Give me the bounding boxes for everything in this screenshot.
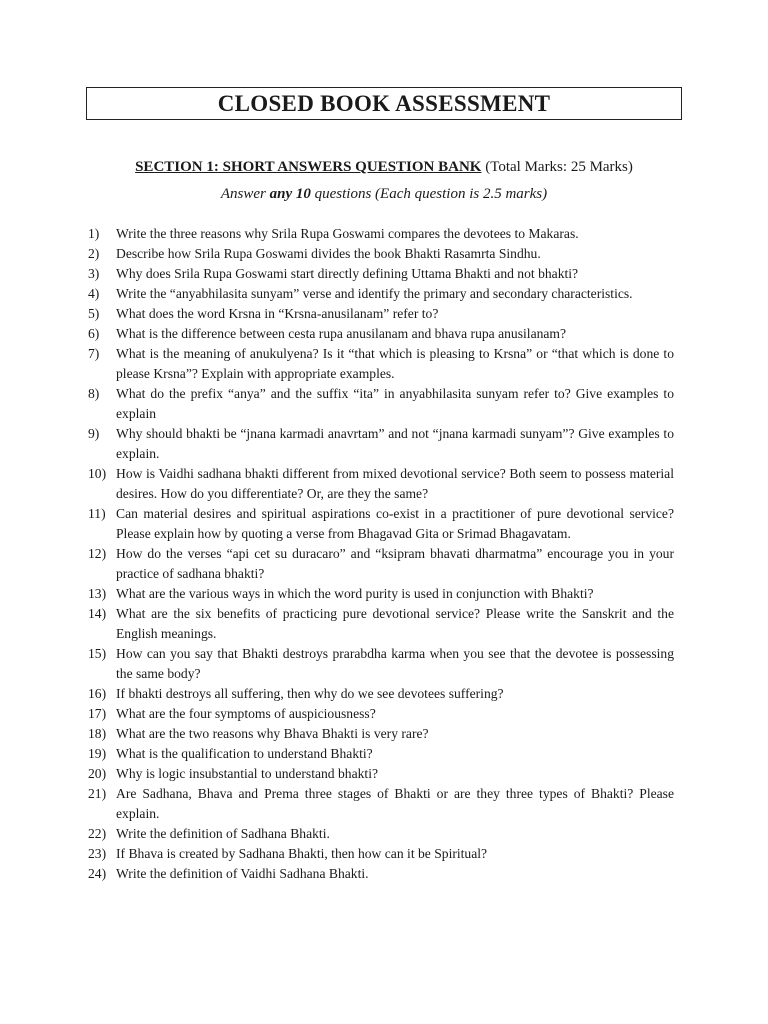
question-item bbox=[88, 344, 674, 384]
instruction-pre: Answer bbox=[220, 186, 266, 202]
question-item bbox=[88, 844, 674, 864]
section-name: SECTION 1: SHORT ANSWERS QUESTION BANK bbox=[135, 159, 482, 175]
question-item bbox=[88, 304, 674, 324]
section-marks: (Total Marks: 25 Marks) bbox=[485, 159, 633, 175]
question-item bbox=[88, 604, 674, 644]
question-number: 18) bbox=[88, 726, 107, 741]
question-number: 1) bbox=[88, 226, 100, 241]
question-number: 22) bbox=[88, 826, 107, 841]
section-heading bbox=[86, 157, 682, 177]
question-text: What are the various ways in which the word purity is used in conjunction with Bhakti? bbox=[116, 586, 594, 601]
question-text: What are the two reasons why Bhava Bhakti is very rare? bbox=[116, 726, 429, 741]
question-text: Write the definition of Vaidhi Sadhana Bhakti. bbox=[116, 866, 369, 881]
instruction-post: questions (Each question is 2.5 marks) bbox=[314, 186, 548, 202]
question-text: What do the prefix “anya” and the suffix “ita” in anyabhilasita sunyam refer to? Give examples to explain bbox=[116, 386, 674, 421]
question-number: 17) bbox=[88, 706, 107, 721]
question-item bbox=[88, 584, 674, 604]
question-text: If Bhava is created by Sadhana Bhakti, then how can it be Spiritual? bbox=[116, 846, 488, 861]
question-text: What is the meaning of anukulyena? Is it “that which is pleasing to Krsna” or “that which is done to please Krsna”? Explain with appropriate examples. bbox=[116, 346, 674, 381]
question-text: Are Sadhana, Bhava and Prema three stages of Bhakti or are they three types of Bhakti? Please explain. bbox=[116, 786, 674, 821]
question-text: Write the “anyabhilasita sunyam” verse and identify the primary and secondary characteristics. bbox=[116, 286, 633, 301]
question-item bbox=[88, 724, 674, 744]
question-text: What does the word Krsna in “Krsna-anusilanam” refer to? bbox=[116, 306, 439, 321]
question-number: 13) bbox=[88, 586, 107, 601]
question-item bbox=[88, 264, 674, 284]
question-number: 23) bbox=[88, 846, 107, 861]
question-number: 20) bbox=[88, 766, 107, 781]
question-item bbox=[88, 284, 674, 304]
question-number: 12) bbox=[88, 546, 107, 561]
page-title: CLOSED BOOK ASSESSMENT bbox=[217, 90, 551, 116]
question-item bbox=[88, 704, 674, 724]
question-item bbox=[88, 764, 674, 784]
question-item bbox=[88, 504, 674, 544]
question-number: 21) bbox=[88, 786, 107, 801]
question-item bbox=[88, 744, 674, 764]
question-text: Why is logic insubstantial to understand bhakti? bbox=[116, 766, 379, 781]
question-number: 6) bbox=[88, 326, 100, 341]
question-number: 19) bbox=[88, 746, 107, 761]
question-text: What is the difference between cesta rupa anusilanam and bhava rupa anusilanam? bbox=[116, 326, 567, 341]
question-number: 3) bbox=[88, 266, 100, 281]
question-number: 8) bbox=[88, 386, 100, 401]
question-text: How is Vaidhi sadhana bhakti different from mixed devotional service? Both seem to possess material desires. How do you differentiate? Or, are they the same? bbox=[116, 466, 674, 501]
question-item bbox=[88, 424, 674, 464]
question-number: 16) bbox=[88, 686, 107, 701]
question-text: Why should bhakti be “jnana karmadi anavrtam” and not “jnana karmadi sunyam”? Give examples to explain. bbox=[116, 426, 674, 461]
question-item bbox=[88, 544, 674, 584]
question-number: 10) bbox=[88, 466, 107, 481]
question-number: 7) bbox=[88, 346, 100, 361]
question-text: Write the definition of Sadhana Bhakti. bbox=[116, 826, 330, 841]
question-number: 14) bbox=[88, 606, 107, 621]
question-item bbox=[88, 644, 674, 684]
instruction-line bbox=[86, 184, 682, 204]
question-text: Describe how Srila Rupa Goswami divides the book Bhakti Rasamrta Sindhu. bbox=[116, 246, 541, 261]
question-text: How can you say that Bhakti destroys prarabdha karma when you see that the devotee is possessing the same body? bbox=[116, 646, 674, 681]
question-text: Can material desires and spiritual aspirations co-exist in a practitioner of pure devotional service? Please explain how by quoting a verse from Bhagavad Gita or Srimad Bhagavatam. bbox=[116, 506, 674, 541]
question-text: What are the four symptoms of auspiciousness? bbox=[116, 706, 376, 721]
question-text: Write the three reasons why Srila Rupa Goswami compares the devotees to Makaras. bbox=[116, 226, 579, 241]
question-item bbox=[88, 224, 674, 244]
question-item bbox=[88, 384, 674, 424]
question-number: 4) bbox=[88, 286, 100, 301]
question-item bbox=[88, 864, 674, 884]
question-number: 15) bbox=[88, 646, 107, 661]
title-box bbox=[86, 87, 682, 120]
question-text: What is the qualification to understand Bhakti? bbox=[116, 746, 373, 761]
question-item bbox=[88, 324, 674, 344]
question-text: How do the verses “api cet su duracaro” and “ksipram bhavati dharmatma” encourage you in your practice of sadhana bhakti? bbox=[116, 546, 674, 581]
question-text: What are the six benefits of practicing pure devotional service? Please write the Sanskrit and the English meanings. bbox=[116, 606, 674, 641]
question-number: 2) bbox=[88, 246, 100, 261]
question-number: 11) bbox=[88, 506, 106, 521]
question-number: 24) bbox=[88, 866, 107, 881]
question-text: If bhakti destroys all suffering, then why do we see devotees suffering? bbox=[116, 686, 504, 701]
question-list bbox=[88, 224, 674, 884]
question-item bbox=[88, 464, 674, 504]
question-text: Why does Srila Rupa Goswami start directly defining Uttama Bhakti and not bhakti? bbox=[116, 266, 579, 281]
instruction-emphasis: any 10 bbox=[269, 186, 311, 202]
question-number: 9) bbox=[88, 426, 100, 441]
question-item bbox=[88, 784, 674, 824]
question-item bbox=[88, 244, 674, 264]
question-item bbox=[88, 824, 674, 844]
question-item bbox=[88, 684, 674, 704]
question-number: 5) bbox=[88, 306, 100, 321]
